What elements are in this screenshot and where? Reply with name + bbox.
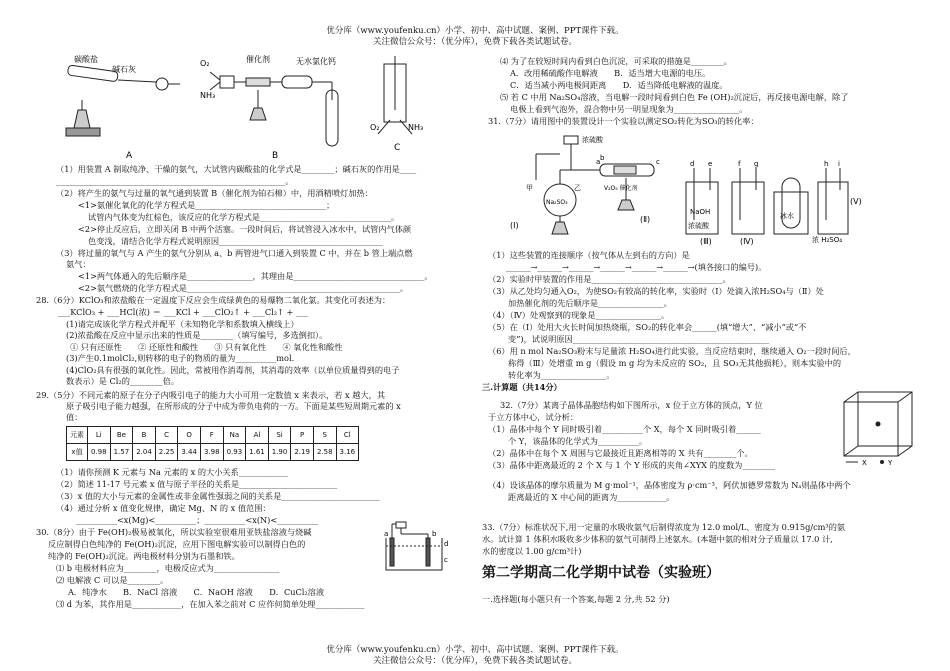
table-cell: Si [268, 427, 291, 444]
table-cell: 3.98 [200, 444, 223, 461]
right-line-13: 变”)，试说明原因________________________________________________ [508, 334, 770, 344]
left-line-30: ⑴ b 电极材料应为________，电极反应式为________________ [56, 563, 280, 573]
exam-title: 第二学期高二化学期中试卷（实验班） [482, 565, 720, 581]
left-line-18: 数表示）是 Cl₂的________倍。 [66, 376, 180, 386]
right-line-25: 距离最近的 X 中心间的距离为____________。 [508, 492, 675, 502]
table-cell: 0.98 [88, 444, 111, 461]
label-nh3: NH₃ [200, 91, 216, 100]
right-line-20: （1）晶体中每个 Y 同时吸引着__________个 X，每个 X 同时吸引着______ [488, 424, 761, 434]
label-carbonate: 碳酸盐 [74, 55, 98, 64]
table-cell: B [133, 427, 156, 444]
crystal-cell-figure [840, 388, 920, 466]
left-line-11: 28.（6分）KClO₃和浓盐酸在一定温度下反应会生成绿黄色的易爆物二氧化氯。其变化可表述为： [36, 295, 391, 305]
left-line-2: （2）将产生的氨气与过量的氧气通到装置 B（催化剂为铂石棉）中，用酒精喷灯加热： [56, 188, 373, 198]
right-line-6: （1）这些装置的连接顺序（按气体从左到右的方向）是 [488, 250, 690, 260]
cell-label-a: a [384, 530, 389, 538]
left-line-26: __________<x(Mg)<__________；__________<x(N)<__________ [76, 515, 319, 525]
table-cell: 2.19 [291, 444, 314, 461]
right-line-22: （2）晶体中在每个 X 周围与它最接近且距离相等的 X 共有________个。 [488, 448, 753, 458]
left-line-0: （1）用装置 A 制取纯净、干燥的氨气，大试管内碳酸盐的化学式是________；碱石灰的作用是____ [56, 164, 417, 174]
port-h: h [824, 160, 829, 168]
right-line-12: （5）在（Ⅰ）处用大火长时间加热烧瓶，SO₂的转化率会______(填“增大”、“减小”或“不 [488, 322, 807, 332]
port-d: d [690, 160, 695, 168]
label-roman-5: (Ⅴ) [850, 197, 862, 206]
left-line-10: <2>氨气燃烧的化学方程式是____________________________________________________。 [78, 283, 409, 293]
table-cell: S [313, 427, 336, 444]
left-line-8: 氨气： [66, 259, 91, 269]
left-line-29: 纯净的 Fe(OH)₂沉淀。两电极材料分别为石墨和铁。 [48, 551, 240, 561]
table-cell: 2.04 [133, 444, 156, 461]
label-catalyst-31: V₂O₅ 催化剂 [604, 185, 638, 192]
cell-label-c: c [444, 556, 448, 564]
table-cell: Na [223, 427, 246, 444]
table-row-elements [67, 427, 359, 444]
apparatus-abc-figure [60, 50, 470, 162]
left-line-15: ① 只有还原性 ② 还原性和酸性 ③ 只有氧化性 ④ 氧化性和酸性 [70, 342, 343, 352]
label-cacl2: 无水氯化钙 [296, 57, 336, 66]
right-line-28: 水的密度以 1.00 g/cm³计) [482, 546, 582, 556]
table-cell: Be [110, 427, 133, 444]
right-line-30: 一.选择题(每小题只有一个答案,每题 2 分,共 52 分) [482, 594, 670, 604]
port-f: f [738, 160, 741, 168]
table-cell: C [155, 427, 178, 444]
label-o2: O₂ [200, 59, 210, 68]
label-na2so3: Na₂SO₃ [546, 199, 568, 206]
label-c-o2: O₂ [370, 123, 380, 132]
label-roman-3: (Ⅲ) [700, 237, 712, 246]
label-roman-1: (Ⅰ) [510, 221, 519, 230]
right-line-23: （3）晶体中距离最近的 2 个 X 与 1 个 Y 形成的夹角∠XYX 的度数为________ [488, 460, 776, 470]
right-line-10: 加热催化剂的先后顺序是________________。 [508, 298, 672, 308]
crystal-x-label: X [862, 459, 867, 466]
right-line-24: （4）设该晶体的摩尔质量为 M g·mol⁻¹，晶体密度为 ρ·cm⁻³，阿伏加德罗常数为 Nₐ则晶体中两个 [488, 480, 851, 490]
label-roman-2: (Ⅱ) [640, 215, 651, 224]
right-line-8: （2）实验时甲装置的作用是________________________________。 [488, 274, 731, 284]
right-line-1: A．改用稀硫酸作电解液 B．适当增大电源的电压。 [510, 68, 711, 78]
left-line-17: (4)ClO₂具有很强的氧化性。因此，常被用作消毒剂，其消毒的效率（以单位质量得到的电子 [66, 365, 400, 375]
footer-line-2: 关注微信公众号：（优分库），免费下载各类试题试卷。 [372, 656, 577, 666]
table-cell: 0.93 [223, 444, 246, 461]
left-line-7: （3）将过量的氧气与 A 产生的氨气分别从 a、b 两管进气口通入到装置 C 中，并在 b 管上端点燃 [56, 248, 413, 258]
x-value-table [66, 426, 359, 461]
label-c-nh3: NH₃ [408, 123, 424, 132]
right-line-18: 32.（7分）某离子晶体晶胞结构如下图所示，x 位于立方体的顶点，Y 位 [500, 400, 763, 410]
label-soda-lime: 碱石灰 [112, 65, 136, 74]
left-line-31: ⑵ 电解液 C 可以是________。 [56, 575, 169, 585]
label-b: B [272, 151, 279, 161]
label-roman-4: (Ⅳ) [740, 237, 754, 246]
label-jia: 甲 [526, 184, 533, 192]
left-line-24: （3）x 值的大小与元素的金属性或非金属性强弱之间的关系是________________________ [56, 491, 380, 501]
port-e: e [708, 160, 713, 168]
apparatus-c [378, 56, 412, 134]
left-line-13: (1)请完成该化学方程式并配平（未知物化学和系数填入横线上） [66, 319, 299, 329]
left-line-6: 色变浅，请结合化学方程式说明原因________________________________________ [88, 236, 383, 246]
right-line-4: 电极上看到气泡外，混合物中另一明显现象为________________。 [510, 104, 748, 114]
header-line-2: 关注微信公众号：（优分库），免费下载各类试题试卷。 [372, 37, 577, 47]
label-catalyst: 催化剂 [246, 55, 270, 64]
right-line-14: （6）用 n mol Na₂SO₃粉末与足量浓 H₂SO₄进行此实验，当反应结束时，继续通入 O₂一段时间后， [488, 346, 856, 356]
table-cell: 1.61 [246, 444, 269, 461]
left-line-1: ________________________________________________________。 [56, 176, 294, 186]
label-naoh: NaOH [690, 208, 711, 216]
table-cell: 元素 [67, 427, 88, 444]
left-line-12: ___KClO₃ + ___HCl(浓) ＝ ___KCl + ___ClO₂↑ + ___Cl₂↑ + ___ [58, 307, 309, 317]
electrolysis-cell-figure [382, 520, 452, 574]
section-title-calc: 三.计算题（共14分） [482, 382, 562, 392]
left-line-9: <1>两气体通入的先后顺序是________________，其理由是________________________________。 [78, 271, 433, 281]
table-cell: Cl [336, 427, 359, 444]
cell-label-b: b [432, 530, 437, 538]
cell-label-d: d [444, 540, 449, 548]
right-line-2: C．适当减小两电极间距离 D．适当降低电解液的温度。 [510, 80, 728, 90]
left-line-5: <2>停止反应后，立即关闭 B 中两个活塞。一段时间后，将试管浸入冰水中，试管内气体颜 [78, 224, 412, 234]
right-line-11: （4）（Ⅳ）处观察到的现象是________________。 [488, 310, 670, 320]
so2-apparatus-figure [500, 130, 870, 248]
header-line-1: 优分库（www.youfenku.cn）小学、初中、高中试题、案例、PPT课件下载。 [326, 26, 624, 36]
label-ice-water: 冰水 [780, 212, 794, 220]
left-line-32: A．纯净水 B．NaCl 溶液 C．NaOH 溶液 D．CuCl₂溶液 [68, 587, 325, 597]
table-cell: P [291, 427, 314, 444]
right-line-16: 转化率为________________。 [508, 370, 615, 380]
label-a: A [126, 151, 133, 161]
crystal-y-label: Y [888, 459, 893, 466]
apparatus-b [210, 72, 338, 146]
table-cell: 1.90 [268, 444, 291, 461]
right-line-21: 个 Y，该晶体的化学式为__________。 [508, 436, 648, 446]
left-line-16: (3)产生0.1molCl₂,则转移的电子的物质的量为__________mol. [66, 353, 295, 363]
table-cell: F [200, 427, 223, 444]
label-c: C [394, 143, 401, 153]
label-conc-h2so4-2: 浓硫酸 [688, 222, 709, 230]
left-line-33: ⑶ d 为苯，其作用是____________，在加入苯之前对 C 应作何简单处理____________ [56, 599, 365, 609]
table-cell: 2.58 [313, 444, 336, 461]
right-line-19: 于立方体中心，试分析： [488, 412, 579, 422]
left-line-25: （4）通过分析 x 值变化规律，确定 Mg、N 的 x 值范围： [56, 503, 271, 513]
left-line-20: 原子吸引电子能力越强，在所形成的分子中成为带负电荷的一方。下面是某些短周期元素的 x [66, 401, 401, 411]
label-yi: 乙 [574, 184, 581, 192]
port-b: b [600, 154, 605, 162]
table-row-values [67, 444, 359, 461]
left-line-28: 反应制得白色纯净的 Fe(OH)₂沉淀，应用下图电解实验可以制得白色的 [48, 539, 306, 549]
right-line-5: 31.（7分）请用图中的装置设计一个实验以测定SO₂转化为SO₃的转化率： [488, 116, 759, 126]
apparatus-a [66, 65, 180, 136]
left-line-22: （1）请你预测 K 元素与 Na 元素的 x 的大小关系____________ [56, 467, 288, 477]
left-line-21: 值： [66, 412, 83, 422]
right-line-0: ⑷ 为了在较短时间内看到白色沉淀，可采取的措施是________。 [500, 56, 732, 66]
left-line-14: (2)浓盐酸在反应中显示出来的性质是________（填写编号，多选倒扣）。 [66, 330, 328, 340]
table-cell: 2.25 [155, 444, 178, 461]
label-conc-h2so4: 浓硫酸 [582, 136, 603, 144]
table-cell: x值 [67, 444, 88, 461]
right-line-26: 33.（7分）标准状况下,用一定量的水吸收氨气后制得浓度为 12.0 mol/L、密度为 0.915g/cm³的氨 [482, 522, 846, 532]
right-line-3: ⑸ 若 C 中用 Na₂SO₄溶液，当电解一段时间看到白色 Fe (OH)₂沉淀后，再反接电源电解，除了 [500, 92, 849, 102]
right-line-9: （3）从乙处均匀通入O₂，为使SO₂有较高的转化率，实验时（Ⅰ）处滴入浓H₂SO₄与（Ⅱ）处 [488, 286, 824, 296]
table-cell: 1.57 [110, 444, 133, 461]
table-cell: 3.44 [178, 444, 201, 461]
left-line-27: 30.（8分）由于 Fe(OH)₂极易被氧化，所以实验室很难用亚铁盐溶液与烧碱 [36, 527, 312, 537]
left-line-4: 试管内气体变为红棕色，该反应的化学方程式是________________________________。 [88, 212, 400, 222]
table-cell: 3.16 [336, 444, 359, 461]
right-line-7: ______→______→______→______→______→______→(填各接口的编号)。 [506, 262, 767, 272]
table-cell: Al [246, 427, 269, 444]
port-g: g [754, 160, 759, 168]
footer-line-1: 优分库（www.youfenku.cn）小学、初中、高中试题、案例、PPT课件下载。 [326, 645, 624, 655]
left-line-3: <1>氨催化氧化的化学方程式是________________________________； [78, 200, 335, 210]
table-cell: O [178, 427, 201, 444]
port-c: c [656, 158, 660, 166]
table-cell: Li [88, 427, 111, 444]
port-i: i [838, 160, 840, 168]
right-line-27: 水。试计算 1 体积水吸收多少体积的氨气可制得上述氨水。(本题中氨的相对分子质量以 17.0 计, [482, 534, 833, 544]
right-line-15: 称得（Ⅲ）处增重 m g（假设 m g 均为未反应的 SO₂，且 SO₃无其他损耗），则本实验中的 [508, 358, 842, 368]
label-h2so4: 浓 H₂SO₄ [812, 236, 843, 244]
left-line-23: （2）简述 11-17 号元素 x 值与原子半径的关系是________________________ [56, 479, 338, 489]
port-a: a [596, 158, 601, 166]
left-line-19: 29.（5分）不同元素的原子在分子内吸引电子的能力大小可用一定数值 x 来表示，若 x 越大，其 [36, 390, 386, 400]
